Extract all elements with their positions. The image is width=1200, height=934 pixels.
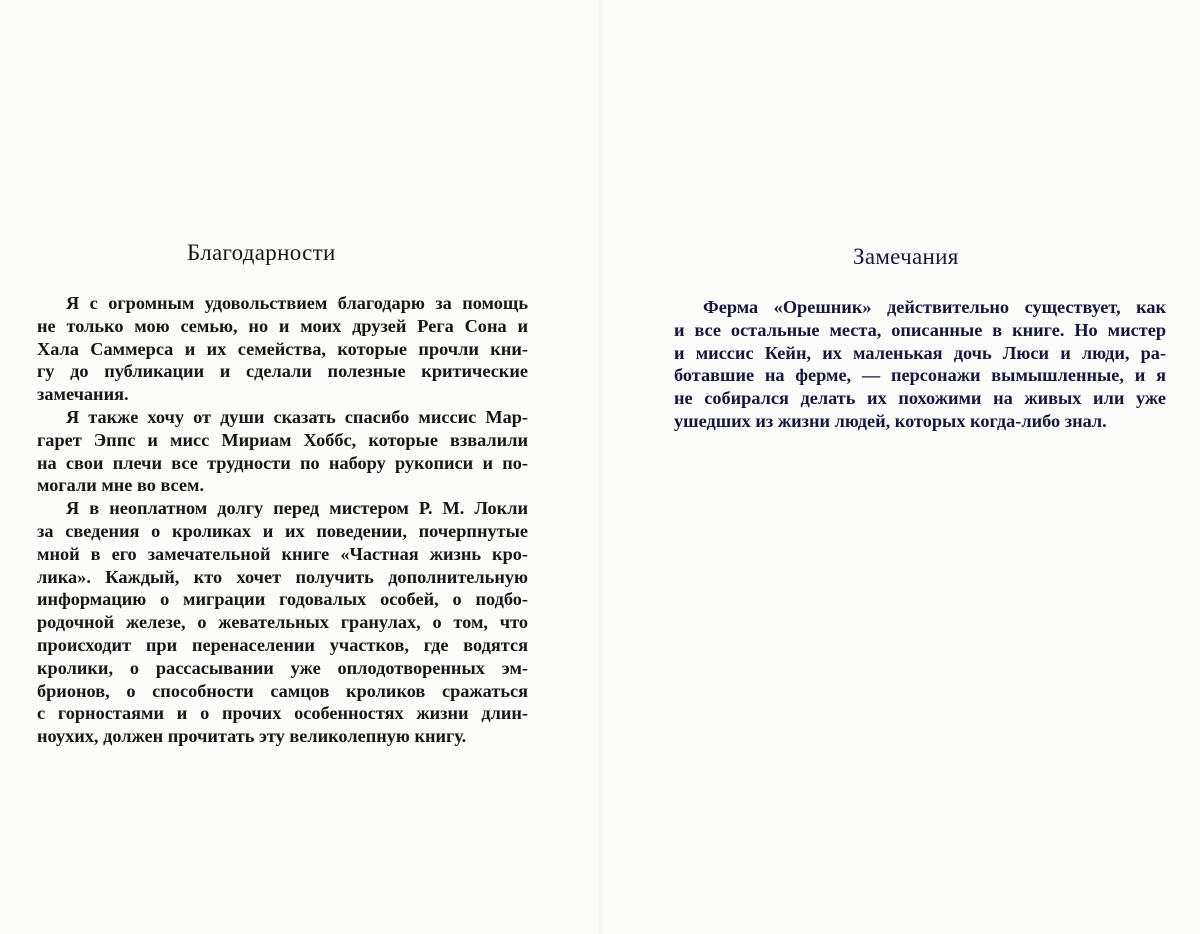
text-line: за сведения о кроликах и их поведении, почерпнутые [37,520,528,541]
text-line: ноухих, должен прочитать эту великолепную книгу. [37,726,467,747]
acknowledgements-text [37,292,528,748]
text-line: брионов, о способности самцов кроликов сражаться [37,680,528,701]
text-line: гу до публикации и сделали полезные критические [37,361,528,382]
text-line: Хала Саммерса и их семейства, которые прочли кни- [37,338,528,359]
text-line: ушедших из жизни людей, которых когда-либо знал. [674,410,1107,431]
text-line: лика». Каждый, кто хочет получить дополнительную [37,566,528,587]
text-line: могали мне во всем. [37,475,205,496]
notes-heading: Замечания [853,244,959,269]
paragraph [37,292,528,406]
text-line: информацию о миграции годовалых особей, о подбо- [37,589,528,610]
text-line: и миссис Кейн, их маленькая дочь Люси и люди, ра- [674,342,1166,363]
paragraph [37,406,528,497]
text-line: происходит при перенаселении участков, где водятся [37,634,528,655]
text-line: родочной железе, о жевательных гранулах, о том, что [37,612,528,633]
text-line: и все остальные места, описанные в книге. Но мистер [674,319,1166,340]
text-line: с горностаями и о прочих особенностях жизни длин- [37,703,528,724]
right-page [600,0,1200,934]
text-line: на свои плечи все трудности по набору рукописи и по- [37,452,528,473]
text-line: ботавшие на ферме, — персонажи вымышленные, и я [674,365,1166,386]
notes-text [674,296,1166,433]
text-line: замечания. [37,384,129,405]
paragraph [37,497,528,748]
text-line: Я с огромным удовольствием благодарю за помощь [66,293,528,313]
text-line: Я также хочу от души сказать спасибо миссис Мар- [66,406,528,427]
text-line: Я в неоплатном долгу перед мистером Р. М. Локли [66,498,528,519]
text-line: Ферма «Орешник» действительно существует, как [703,297,1166,317]
text-line: не собирался делать их похожими на живых или уже [674,388,1166,409]
text-line: не только мою семью, но и моих друзей Рега Сона и [37,315,528,336]
text-line: гарет Эппс и мисс Мириам Хоббс, которые взвалили [37,429,528,450]
text-line: мной в его замечательной книге «Частная жизнь кро- [37,543,528,564]
acknowledgements-heading: Благодарности [187,240,336,265]
paragraph [674,296,1166,433]
text-line: кролики, о рассасывании уже оплодотворенных эм- [37,657,528,678]
